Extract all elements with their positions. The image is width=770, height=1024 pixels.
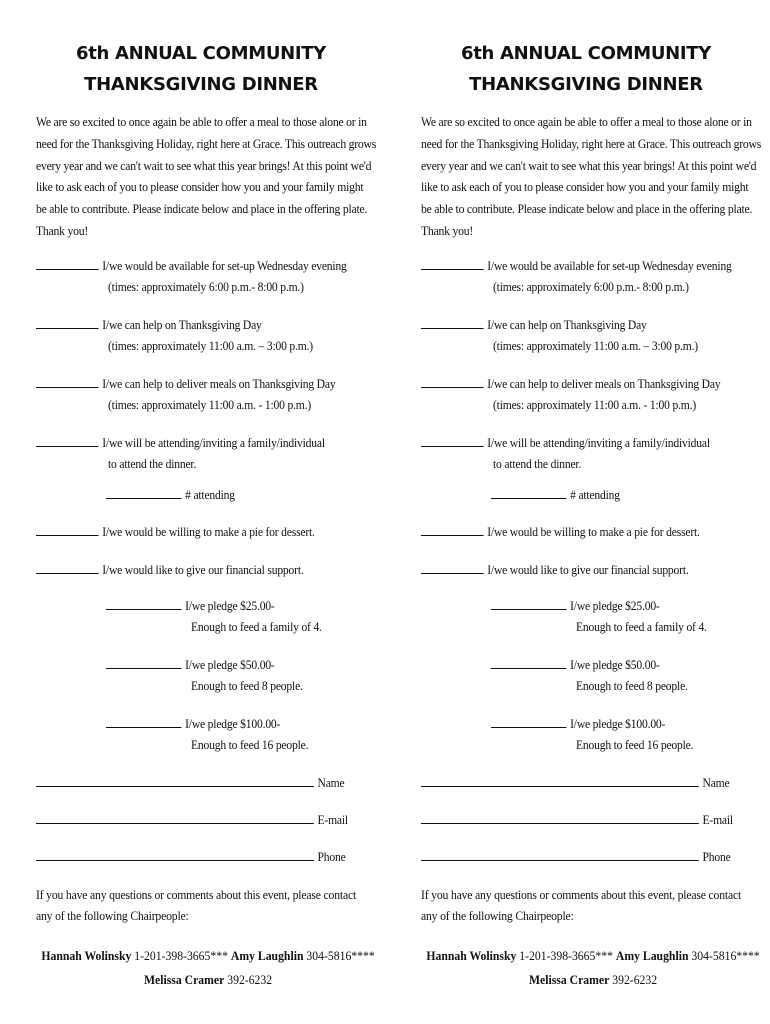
pledge-25-blank[interactable] xyxy=(106,598,181,610)
deliver-times: (times: approximately 11:00 a.m. - 1:00 p.m.) xyxy=(493,398,697,412)
name-blank[interactable] xyxy=(421,775,699,787)
pledge-100-detail: Enough to feed 16 people. xyxy=(191,738,309,752)
pledge-50-label: I/we pledge $50.00- xyxy=(185,658,275,672)
attend-label: I/we will be attending/inviting a family/individual xyxy=(487,436,710,450)
phone-field[interactable] xyxy=(36,849,346,865)
flyer-left xyxy=(36,0,391,1024)
intro-paragraph: We are so excited to once again be able to offer a meal to those alone or in need for the Thanksgiving Holiday, right here at Grace. This outreach grows every year and we can't wait to see what this year brings! At this point we'd like to ask each of you to please consider how you and your family might be able to contribute. Please indicate below and place in the offering plate. Thank you! xyxy=(36,115,377,238)
deliver-label: I/we can help to deliver meals on Thanksgiving Day xyxy=(102,377,336,391)
chairpeople xyxy=(421,944,765,992)
pledge-50-blank[interactable] xyxy=(106,657,181,669)
chair-name: Hannah Wolinsky xyxy=(41,949,132,963)
attend-blank[interactable] xyxy=(36,435,99,447)
title-line-1: 6th ANNUAL COMMUNITY xyxy=(75,43,327,64)
pie-label: I/we would be willing to make a pie for dessert. xyxy=(487,525,700,539)
pledge-50-label: I/we pledge $50.00- xyxy=(570,658,660,672)
email-label: E-mail xyxy=(702,813,733,827)
setup-blank[interactable] xyxy=(36,258,99,270)
pledge-100-blank[interactable] xyxy=(491,716,566,728)
pledge-50-detail: Enough to feed 8 people. xyxy=(191,679,303,693)
name-blank[interactable] xyxy=(36,775,314,787)
help-times: (times: approximately 11:00 a.m. – 3:00 p.m.) xyxy=(108,339,313,353)
pledge-50-blank[interactable] xyxy=(491,657,566,669)
pledge-50[interactable] xyxy=(106,657,275,673)
pledge-100[interactable] xyxy=(106,716,280,732)
attend-detail: to attend the dinner. xyxy=(108,457,197,471)
financial-label: I/we would like to give our financial support. xyxy=(102,563,304,577)
pie-option[interactable] xyxy=(36,524,315,540)
email-field[interactable] xyxy=(421,812,733,828)
pie-label: I/we would be willing to make a pie for dessert. xyxy=(102,525,315,539)
pie-option[interactable] xyxy=(421,524,700,540)
pledge-100-blank[interactable] xyxy=(106,716,181,728)
deliver-blank[interactable] xyxy=(36,376,99,388)
title-line-1: 6th ANNUAL COMMUNITY xyxy=(460,43,712,64)
financial-option[interactable] xyxy=(36,562,304,578)
title-line-2: THANKSGIVING DINNER xyxy=(469,74,703,95)
flyer-title xyxy=(421,38,751,100)
attending-blank[interactable] xyxy=(106,487,181,499)
pledge-50[interactable] xyxy=(491,657,660,673)
flyer-title xyxy=(36,38,366,100)
name-label: Name xyxy=(317,776,345,790)
chair-name: Amy Laughlin xyxy=(615,949,689,963)
help-times: (times: approximately 11:00 a.m. – 3:00 p.m.) xyxy=(493,339,698,353)
name-field[interactable] xyxy=(36,775,344,791)
chair-name: Melissa Cramer xyxy=(528,973,610,987)
attending-count[interactable] xyxy=(106,487,235,503)
help-blank[interactable] xyxy=(421,317,484,329)
setup-option[interactable] xyxy=(421,258,732,274)
attend-blank[interactable] xyxy=(421,435,484,447)
phone-label: Phone xyxy=(317,850,346,864)
pledge-25[interactable] xyxy=(106,598,275,614)
financial-blank[interactable] xyxy=(36,562,99,574)
financial-option[interactable] xyxy=(421,562,689,578)
chair-phone: 304-5816**** xyxy=(306,949,375,963)
email-blank[interactable] xyxy=(36,812,314,824)
title-line-2: THANKSGIVING DINNER xyxy=(84,74,318,95)
pledge-50-detail: Enough to feed 8 people. xyxy=(576,679,688,693)
attending-label: # attending xyxy=(185,488,235,502)
deliver-option[interactable] xyxy=(421,376,720,392)
phone-field[interactable] xyxy=(421,849,731,865)
name-label: Name xyxy=(702,776,730,790)
attending-count[interactable] xyxy=(491,487,620,503)
attend-label: I/we will be attending/inviting a family/individual xyxy=(102,436,325,450)
pledge-25-label: I/we pledge $25.00- xyxy=(570,599,660,613)
pledge-25-label: I/we pledge $25.00- xyxy=(185,599,275,613)
pledge-100-label: I/we pledge $100.00- xyxy=(570,717,666,731)
pie-blank[interactable] xyxy=(36,524,99,536)
pledge-25[interactable] xyxy=(491,598,660,614)
help-label: I/we can help on Thanksgiving Day xyxy=(487,318,647,332)
deliver-label: I/we can help to deliver meals on Thanksgiving Day xyxy=(487,377,721,391)
email-label: E-mail xyxy=(317,813,348,827)
chairpeople xyxy=(36,944,380,992)
chair-name: Amy Laughlin xyxy=(230,949,304,963)
attend-option[interactable] xyxy=(36,435,325,451)
deliver-times: (times: approximately 11:00 a.m. - 1:00 p.m.) xyxy=(108,398,312,412)
pledge-100[interactable] xyxy=(491,716,665,732)
deliver-option[interactable] xyxy=(36,376,335,392)
setup-blank[interactable] xyxy=(421,258,484,270)
chair-name: Melissa Cramer xyxy=(143,973,225,987)
help-option[interactable] xyxy=(36,317,262,333)
flyer-right xyxy=(421,0,770,1024)
chair-phone: 304-5816**** xyxy=(691,949,760,963)
pledge-25-detail: Enough to feed a family of 4. xyxy=(576,620,707,634)
pledge-25-detail: Enough to feed a family of 4. xyxy=(191,620,322,634)
attending-label: # attending xyxy=(570,488,620,502)
chair-name: Hannah Wolinsky xyxy=(426,949,517,963)
financial-blank[interactable] xyxy=(421,562,484,574)
name-field[interactable] xyxy=(421,775,729,791)
attend-detail: to attend the dinner. xyxy=(493,457,582,471)
chair-phone: 392-6232 xyxy=(227,973,273,987)
chair-phone: 392-6232 xyxy=(612,973,658,987)
setup-times: (times: approximately 6:00 p.m.- 8:00 p.m.) xyxy=(493,280,689,294)
help-blank[interactable] xyxy=(36,317,99,329)
phone-blank[interactable] xyxy=(36,849,314,861)
pie-blank[interactable] xyxy=(421,524,484,536)
chair-phone: 1-201-398-3665*** xyxy=(519,949,613,963)
setup-label: I/we would be available for set-up Wednesday evening xyxy=(102,259,347,273)
email-blank[interactable] xyxy=(421,812,699,824)
setup-times: (times: approximately 6:00 p.m.- 8:00 p.m.) xyxy=(108,280,304,294)
contact-text: If you have any questions or comments about this event, please contact any of the following Chairpeople: xyxy=(36,888,357,923)
phone-blank[interactable] xyxy=(421,849,699,861)
email-field[interactable] xyxy=(36,812,348,828)
chair-phone: 1-201-398-3665*** xyxy=(134,949,228,963)
contact-text: If you have any questions or comments about this event, please contact any of the following Chairpeople: xyxy=(421,888,742,923)
financial-label: I/we would like to give our financial support. xyxy=(487,563,689,577)
attending-blank[interactable] xyxy=(491,487,566,499)
deliver-blank[interactable] xyxy=(421,376,484,388)
setup-label: I/we would be available for set-up Wednesday evening xyxy=(487,259,732,273)
help-label: I/we can help on Thanksgiving Day xyxy=(102,318,262,332)
phone-label: Phone xyxy=(702,850,731,864)
setup-option[interactable] xyxy=(36,258,347,274)
intro-paragraph: We are so excited to once again be able to offer a meal to those alone or in need for the Thanksgiving Holiday, right here at Grace. This outreach grows every year and we can't wait to see what this year brings! At this point we'd like to ask each of you to please consider how you and your family might be able to contribute. Please indicate below and place in the offering plate. Thank you! xyxy=(421,115,762,238)
pledge-100-detail: Enough to feed 16 people. xyxy=(576,738,694,752)
pledge-25-blank[interactable] xyxy=(491,598,566,610)
attend-option[interactable] xyxy=(421,435,710,451)
help-option[interactable] xyxy=(421,317,647,333)
pledge-100-label: I/we pledge $100.00- xyxy=(185,717,281,731)
